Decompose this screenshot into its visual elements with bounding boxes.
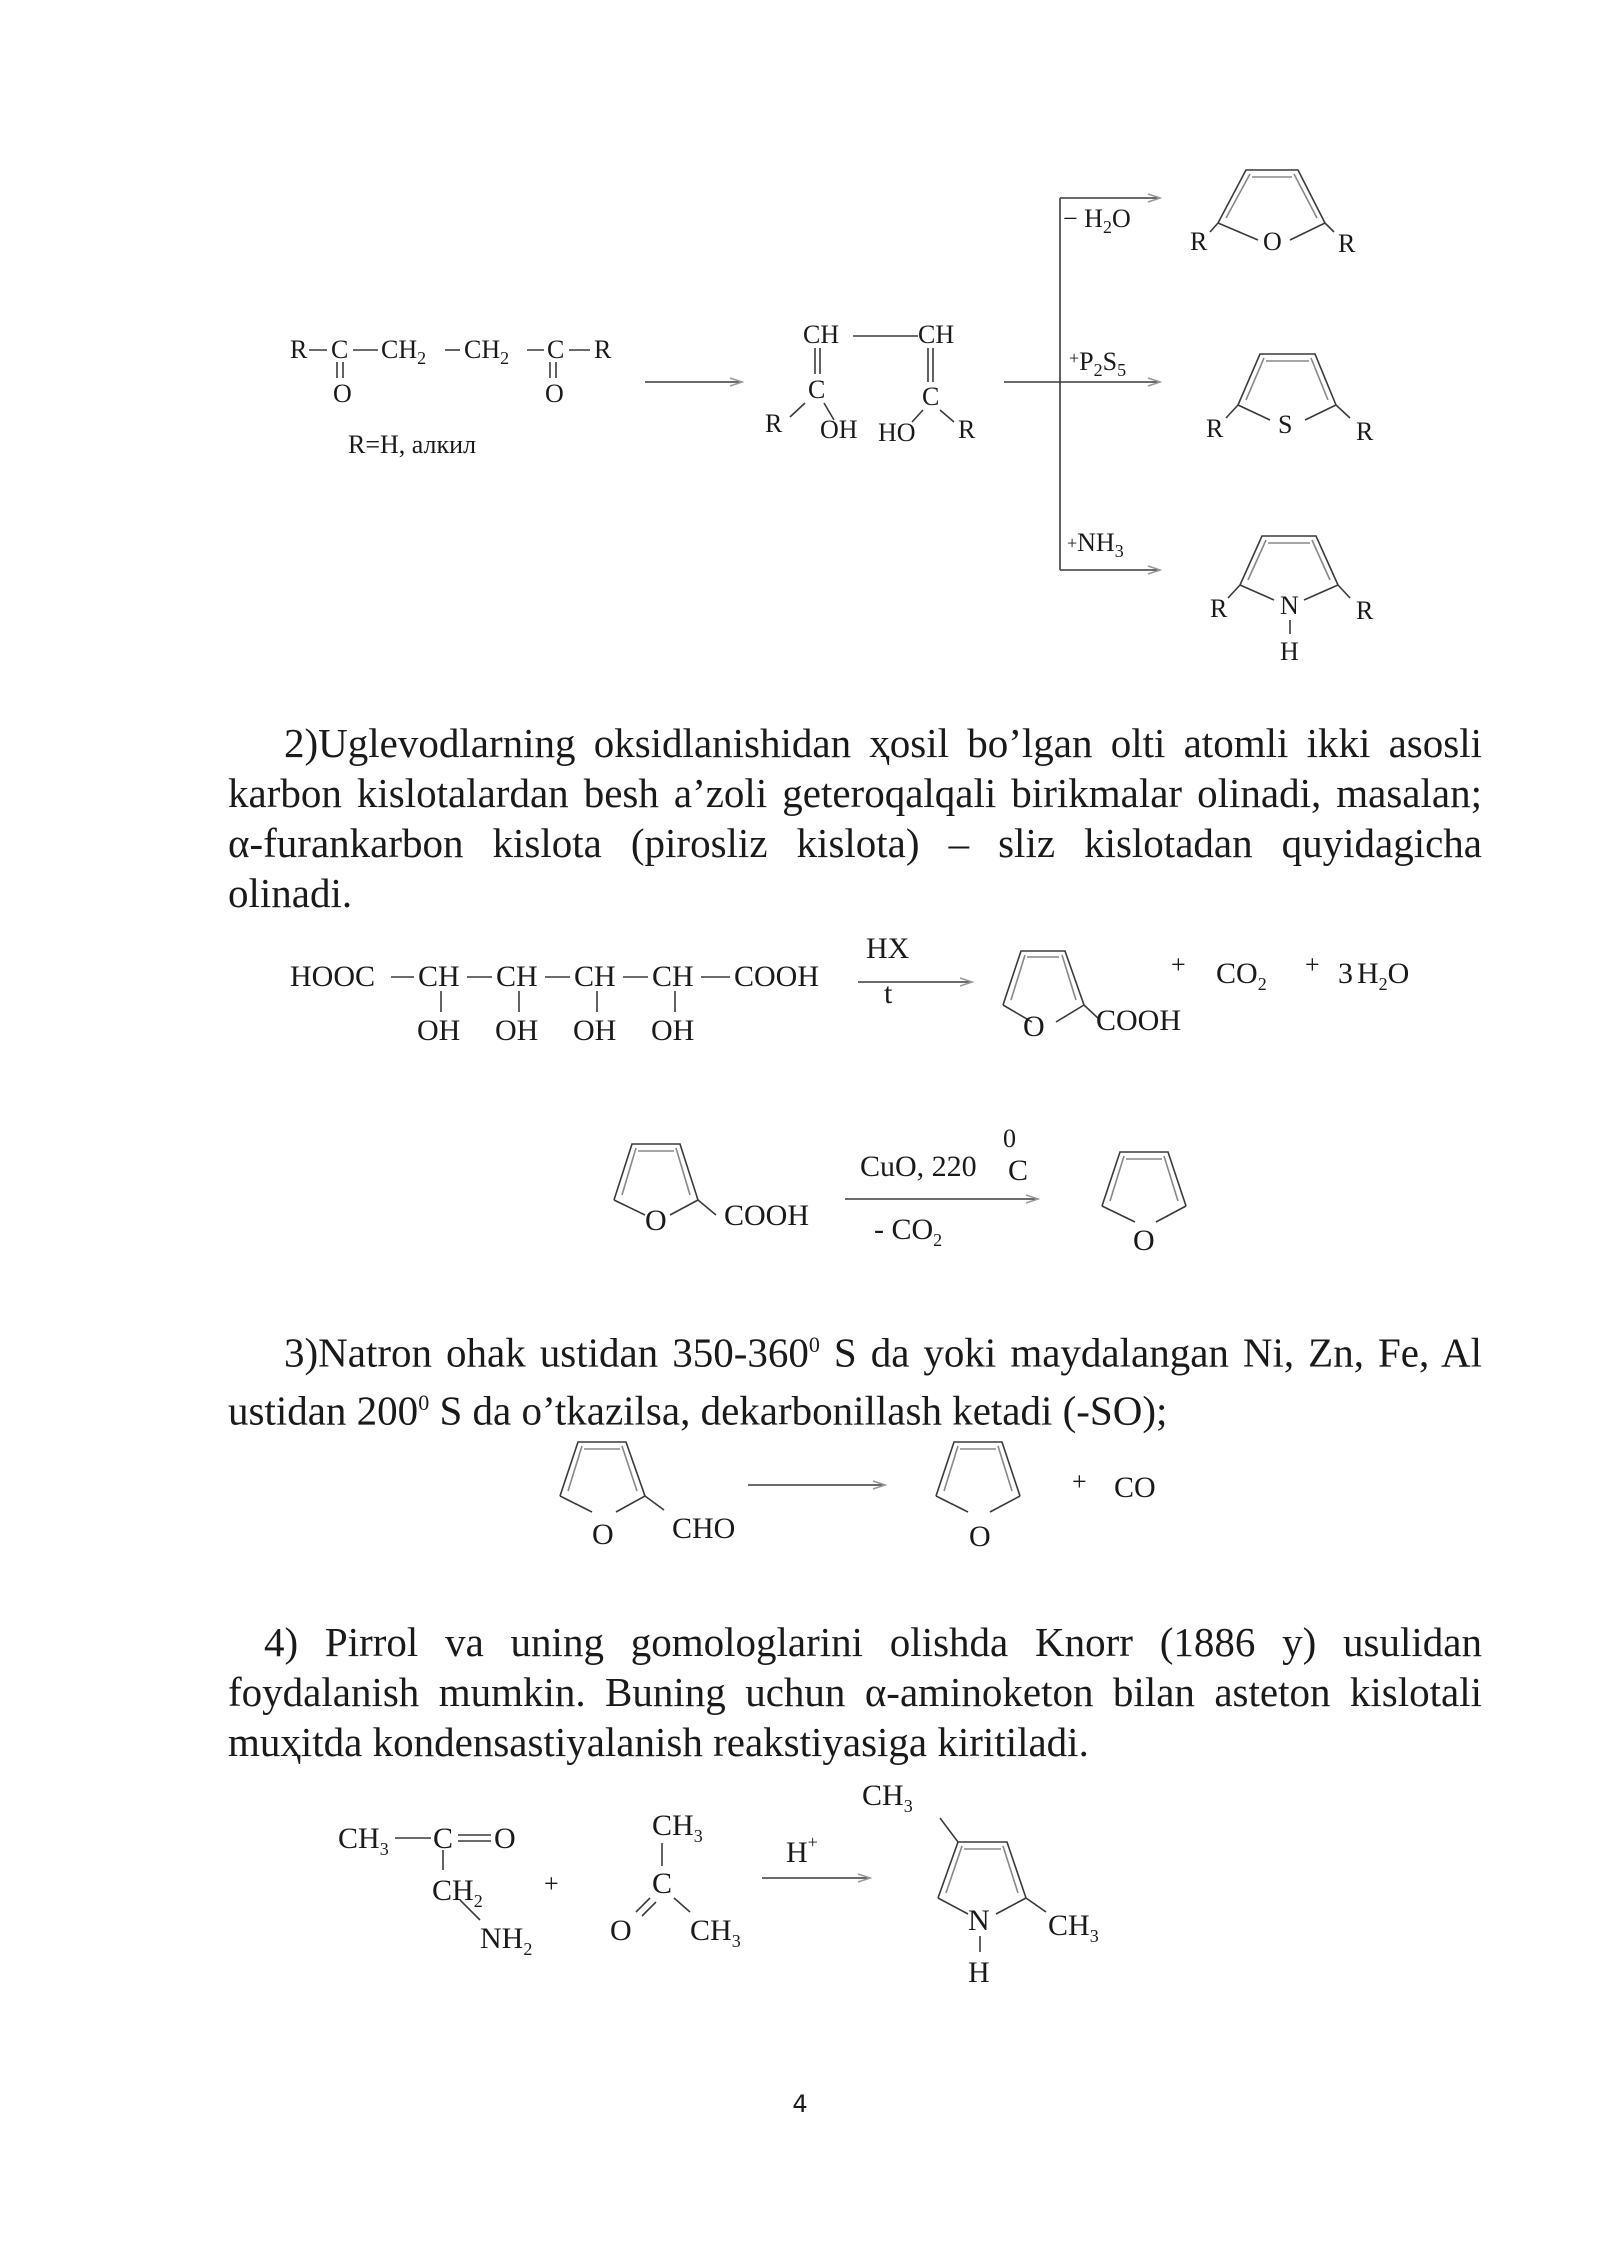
pyrrole-product-ch3-top: $CH_3$ — [862, 1779, 913, 1816]
decarb-product-oxygen: O — [1133, 1224, 1155, 1257]
pyrrole-product-ch3-right: $CH_3$ — [1048, 1909, 1099, 1946]
furan-r-right: R — [1338, 229, 1356, 258]
decarb-reactant-oxygen: O — [645, 1204, 667, 1237]
enol-r-right: R — [958, 415, 976, 444]
decarbonyl-co: CO — [1114, 1471, 1156, 1504]
reactant-oxygen-1: O — [333, 379, 352, 408]
pyrrole-r-left: R — [1210, 594, 1228, 623]
aminoketone-nh2: $NH_2$ — [480, 1922, 533, 1959]
enol-oh: OH — [820, 415, 858, 444]
decarbonyl-product-oxygen: O — [969, 1520, 991, 1553]
thiophene-r-right: R — [1356, 417, 1374, 446]
furan-oxygen: O — [1263, 227, 1282, 256]
reactant-ch2-2: $CH_2$ — [464, 335, 510, 368]
acetone-ch3-top: $CH_3$ — [652, 1809, 703, 1846]
decarbonyl-reactant-oxygen: O — [592, 1518, 614, 1551]
acid-ch-4: CH — [652, 960, 694, 993]
enol-c-left: C — [808, 375, 826, 404]
decarb-loss: - $CO_2$ — [874, 1213, 943, 1250]
decarbonyl-reactant-cho: CHO — [672, 1512, 736, 1545]
aminoketone-ch3: $CH_3$ — [338, 1822, 389, 1859]
decarb-degree: 0 — [1003, 1124, 1016, 1153]
knorr-plus: + — [544, 1869, 559, 1898]
decarb-catalyst: CuO, 220 — [860, 1150, 977, 1183]
acid-oh-1: OH — [417, 1014, 461, 1047]
decarb-unit: C — [1008, 1154, 1029, 1187]
aminoketone-o: O — [494, 1822, 516, 1855]
page-number: 4 — [792, 2090, 808, 2118]
reactant-oxygen-2: O — [545, 379, 564, 408]
acid-cooh: COOH — [734, 960, 820, 993]
condition-p2s5: $^+P_2S_5$ — [1069, 347, 1127, 380]
furoic-oxygen: O — [1023, 1010, 1045, 1043]
condition-nh3: $+NH_3$ — [1067, 528, 1124, 561]
acid-oh-4: OH — [651, 1014, 695, 1047]
furan-r-left: R — [1190, 227, 1208, 256]
acetone-o: O — [610, 1914, 632, 1947]
pyrrole-product-nitrogen: N — [968, 1904, 990, 1937]
enol-ch-left: CH — [803, 320, 840, 349]
enol-ho: HO — [878, 418, 916, 447]
reactant-note: R=H, алкил — [348, 430, 477, 459]
pyrrole-nitrogen: N — [1280, 591, 1299, 620]
knorr-catalyst: H+ — [786, 1832, 818, 1869]
paragraph-3-part-c: S da o’tkazilsa, dekarbonillash ketadi (-SO); — [429, 1387, 1168, 1434]
paragraph-3-part-a: 3)Natron ohak ustidan 350-360 — [284, 1329, 809, 1376]
acid-ch-1: CH — [418, 960, 460, 993]
aminoketone-c: C — [433, 1822, 454, 1855]
degree-superscript-1: 0 — [808, 1332, 820, 1357]
reagent-hx: HX — [866, 932, 910, 965]
pyrrole-hydrogen: H — [1280, 637, 1299, 666]
degree-superscript-2: 0 — [418, 1389, 430, 1415]
acid-oh-3: OH — [573, 1014, 617, 1047]
acid-hooc: HOOC — [290, 960, 376, 993]
reactant-r-right: R — [594, 335, 612, 364]
reactant-carbonyl-c1: C — [331, 335, 349, 364]
reactant-r-left: R — [290, 335, 308, 364]
thiophene-r-left: R — [1206, 414, 1224, 443]
plus-sign-1: + — [1171, 950, 1186, 979]
acid-oh-2: OH — [495, 1014, 539, 1047]
acetone-c: C — [652, 1867, 673, 1900]
pyrrole-r-right: R — [1356, 596, 1374, 625]
paragraph-3-part-b: S da yoki maydalangan Ni, Zn, Fe, Al ustidan 200 — [228, 1329, 1483, 1434]
plus-sign-2: + — [1305, 950, 1320, 979]
enol-r-left: R — [765, 409, 783, 438]
product-water: 3 $H_2O$ — [1338, 957, 1410, 994]
acid-ch-3: CH — [574, 960, 616, 993]
enol-ch-right: CH — [918, 320, 955, 349]
condition-minus-water: − $H_2O$ — [1063, 204, 1131, 237]
decarb-reactant-cooh: COOH — [724, 1199, 810, 1232]
paragraph-2: 2)Uglevodlarning oksidlanishidan ҳosil bo’lgan olti atomli ikki asosli karbon kislotalardan besh a’zoli geteroqalqali birikmalar olinadi, masalan; α-furankarbon kislota (pirosliz kislota) – sliz kislotadan quyidagicha olinadi. — [228, 720, 1482, 916]
product-co2: $CO_2$ — [1216, 957, 1267, 994]
pyrrole-product-hydrogen: H — [968, 1956, 990, 1989]
aminoketone-ch2: $CH_2$ — [432, 1874, 483, 1911]
reactant-carbonyl-c2: C — [547, 335, 565, 364]
enol-c-right: C — [922, 382, 940, 411]
acetone-ch3-right: $CH_3$ — [690, 1914, 741, 1951]
paragraph-4: 4) Pirrol va uning gomologlarini olishda Knorr (1886 y) usulidan foydalanish mumkin. Buning uchun α-aminoketon bilan asteton kislotali muҳitda kondensastiyalanish reakstiyasiga kiritiladi. — [228, 1619, 1482, 1765]
reactant-ch2-1: $CH_2$ — [381, 335, 427, 368]
furoic-cooh: COOH — [1096, 1004, 1182, 1037]
condition-heat: t — [884, 977, 893, 1010]
decarbonyl-plus: + — [1072, 1467, 1087, 1496]
thiophene-sulfur: S — [1278, 410, 1293, 439]
acid-ch-2: CH — [496, 960, 538, 993]
